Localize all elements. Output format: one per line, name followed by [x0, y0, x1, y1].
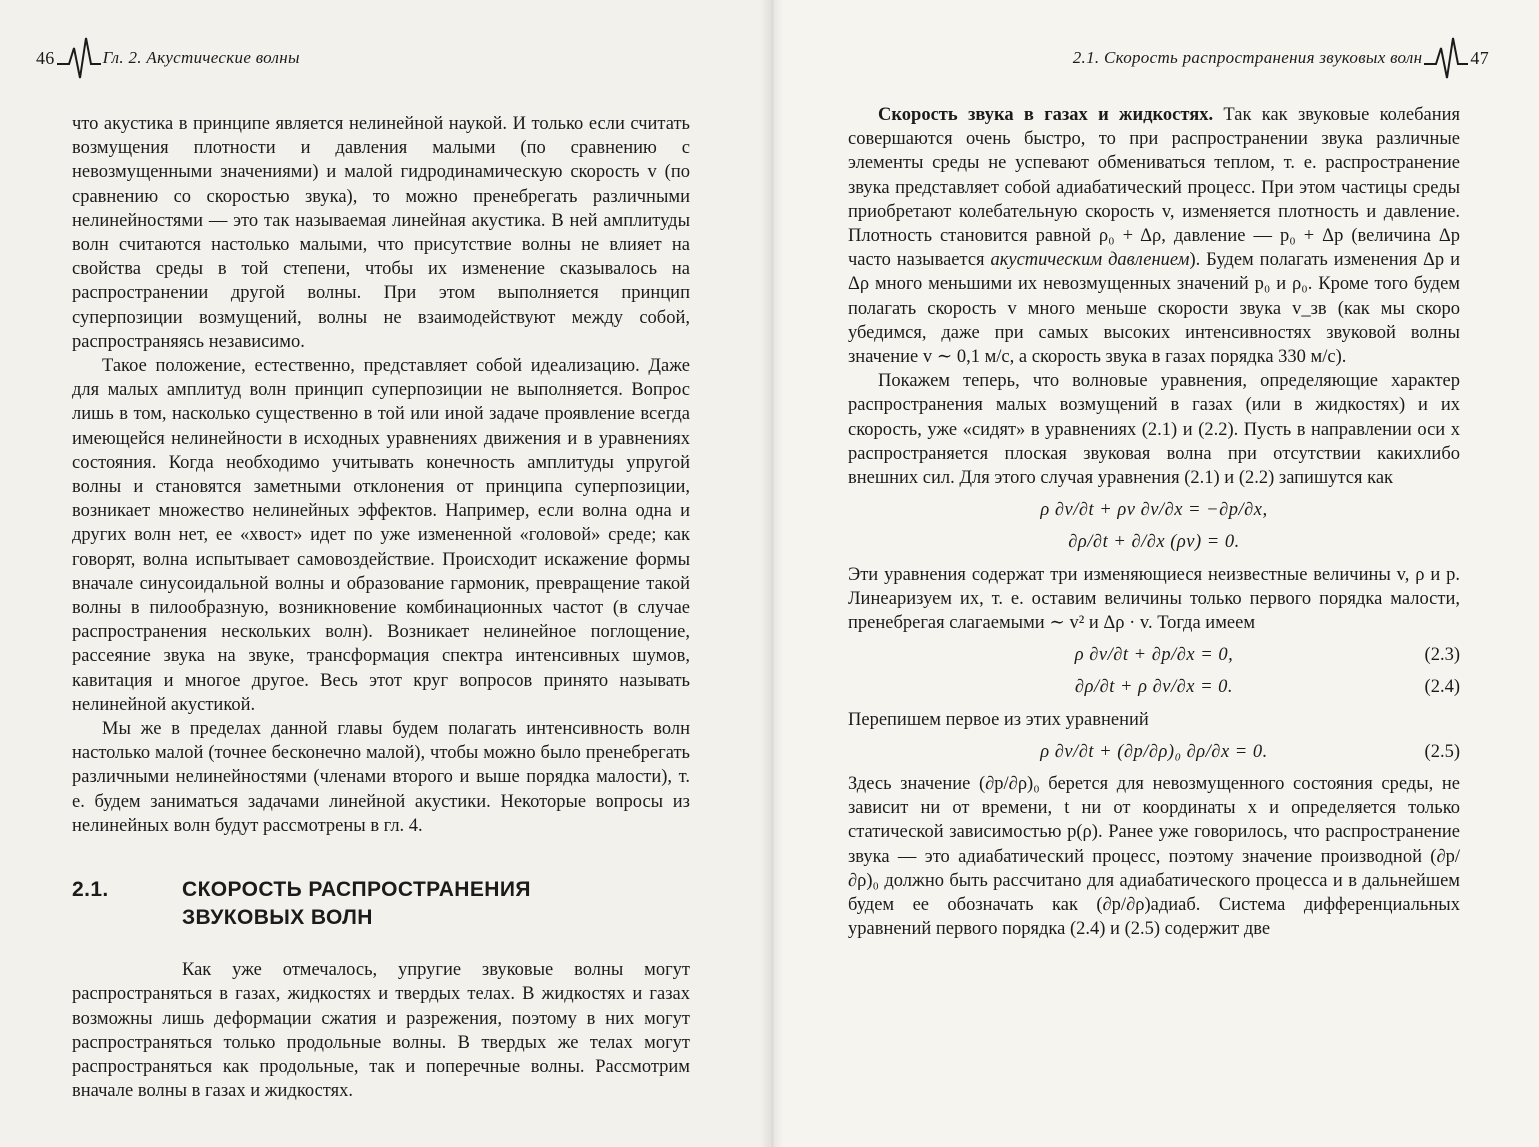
equation-2-3-text: ρ ∂v/∂t + ∂p/∂x = 0, — [1074, 645, 1234, 666]
right-paragraph-4: Перепишем первое из этих уравнений — [848, 709, 1149, 730]
equation-continuity-text: ∂ρ/∂t + ∂/∂x (ρv) = 0. — [1068, 532, 1240, 553]
equation-2-4 — [848, 675, 1460, 699]
equation-2-3 — [848, 643, 1460, 667]
equation-2-5-number: (2.5) — [1424, 741, 1460, 762]
equation-2-5 — [848, 740, 1460, 764]
section-title — [182, 876, 531, 932]
equation-2-4-text: ∂ρ/∂t + ρ ∂v/∂x = 0. — [1074, 677, 1234, 698]
section-title-line-1: СКОРОСТЬ РАСПРОСТРАНЕНИЯ — [182, 878, 531, 902]
right-paragraph-2: Покажем теперь, что волновые уравнения, определяющие характер распространения малых возмущений в газах (или в жидкостях) и их скорость, уже «сидят» в уравнениях (2.1) и (2.2). Пусть в направлении оси x распространяется плоская звуковая волна при отсутствии какихлибо внешних сил. Для этого случая уравнения (2.1) и (2.2) запишутся как — [848, 371, 1460, 489]
equation-2-4-number: (2.4) — [1424, 677, 1460, 698]
equation-euler — [848, 498, 1460, 522]
pulse-wave-icon — [1422, 34, 1470, 82]
section-number: 2.1. — [72, 878, 109, 902]
right-text-column — [848, 103, 1460, 942]
left-paragraph-1: что акустика в принципе является нелинейной наукой. И только если считать возмущения плотности и давления малыми (по сравнению с невозмущенными значениями) и малой гидродинамическую скорость v (по сравнению со скоростью звука), то можно пренебрегать различными нелинейностями — это так называемая линейная акустика. В ней амплитуды волн считаются настолько малыми, что присутствие волны не влияет на свойства среды в той степени, чтобы их изменение сказывалось на распространении другой волны. При этом выполняется принцип суперпозиции возмущений, волны не взаимодействуют между собой, распространяясь независимо. — [72, 114, 690, 352]
left-page-number: 46 — [36, 47, 55, 68]
left-running-title: Гл. 2. Акустические волны — [102, 48, 300, 67]
right-paragraph-1 — [848, 103, 1460, 369]
equation-2-5-text: ρ ∂v/∂t + (∂p/∂ρ)₀ ∂ρ/∂x = 0. — [1040, 741, 1268, 762]
left-text-column — [72, 112, 690, 1103]
right-paragraph-3: Эти уравнения содержат три изменяющиеся неизвестные величины v, ρ и p. Линеаризуем их, т. е. оставим величины только первого порядка малости, пренебрегая слагаемыми ∼ v² и Δρ · v. Тогда имеем — [848, 564, 1460, 634]
section-heading — [72, 876, 690, 932]
right-page — [770, 0, 1539, 1147]
paragraph-lead-heading: Скорость звука в газах и жидкостях. — [878, 105, 1214, 125]
term-acoustic-pressure: акустическим давлением — [990, 250, 1190, 271]
equation-2-3-number: (2.3) — [1424, 645, 1460, 666]
right-paragraph-1a: Так как звуковые колебания совершаются очень быстро, то при распространении звука различные элементы среды не успевают обмениваться теплом, т. е. распространение звука представляет собой адиабатический процесс. При этом частицы среды приобретают колебательную скорость v, изменяется плотность и давление. Плотность становится равной ρ₀ + Δρ, давление — p₀ + Δp (величина Δp часто называется — [848, 105, 1461, 271]
section-title-line-2: ЗВУКОВЫХ ВОЛН — [182, 906, 373, 930]
right-page-number: 47 — [1470, 47, 1489, 68]
left-running-head — [36, 34, 300, 82]
right-paragraph-5: Здесь значение (∂p/∂ρ)₀ берется для невозмущенного состояния среды, не зависит ни от времени, t ни от координаты x и определяется только статической зависимостью p(ρ). Ранее уже говорилось, что распространение звука — это адиабатический процесс, поэтому значение производной (∂p/∂ρ)₀ должно быть рассчитано для адиабатического процесса и в дальнейшем будем ее обозначать как (∂p/∂ρ)адиаб. Система дифференциальных уравнений первого порядка (2.4) и (2.5) содержит две — [848, 774, 1460, 940]
equation-euler-text: ρ ∂v/∂t + ρv ∂v/∂x = −∂p/∂x, — [1040, 500, 1268, 521]
left-paragraph-2: Такое положение, естественно, представляет собой идеализацию. Даже для малых амплитуд волн принцип суперпозиции не выполняется. Вопрос лишь в том, насколько существенно в той или иной задаче проявление всегда имеющейся нелинейности в исходных уравнениях движения и в уравнениях состояния. Когда необходимо учитывать конечность амплитуды упругой волны и становятся заметными отклонения от принципа суперпозиции, возникает множество нелинейных эффектов. Например, если волна одна и других волн нет, ее «хвост» идет по уже измененной «головой» среде; как говорят, волна испытывает самовоздействие. Происходит искажение формы вначале синусоидальной волны и образование гармоник, превращение такой волны в пилообразную, возникновение комбинационных частот (в случае распространения нескольких волн). Возникает нелинейное поглощение, рассеяние звука на звуке, трансформация спектра интенсивных шумов, кавитация и многое другое. Весь этот круг вопросов принято называть нелинейной акустикой. — [72, 356, 690, 715]
book-gutter-shadow — [760, 0, 784, 1147]
section-paragraph: Как уже отмечалось, упругие звуковые волны могут распространяться в газах, жидкостях и твердых телах. В жидкостях и газах возможны лишь деформации сжатия и разрежения, поэтому в них могут распространяться только продольные волны. В твердых же телах могут распространяться как продольные, так и поперечные волны. Рассмотрим вначале волны в газах и жидкостях. — [72, 960, 690, 1102]
pulse-wave-icon — [55, 34, 103, 82]
right-running-title: 2.1. Скорость распространения звуковых волн — [1072, 48, 1423, 67]
right-paragraph-1b: ). Будем полагать изменения Δp и Δρ много меньшими их невозмущенных значений p₀ и ρ₀. Кроме того будем полагать скорость v много меньше скорости звука v_зв (как мы скоро убедимся, даже при самых высоких интенсивностях звуковой волны значение v ∼ 0,1 м/с, а скорость звука в газах порядка 330 м/с). — [848, 250, 1460, 368]
left-paragraph-3: Мы же в пределах данной главы будем полагать интенсивность волн настолько малой (точнее бесконечно малой), чтобы можно было пренебрегать различными нелинейностями (членами второго и выше порядка малости), т. е. будем заниматься задачами линейной акустики. Некоторые вопросы из нелинейных волн будут рассмотрены в гл. 4. — [72, 719, 690, 836]
right-running-head — [1073, 34, 1489, 82]
equation-continuity — [848, 530, 1460, 554]
